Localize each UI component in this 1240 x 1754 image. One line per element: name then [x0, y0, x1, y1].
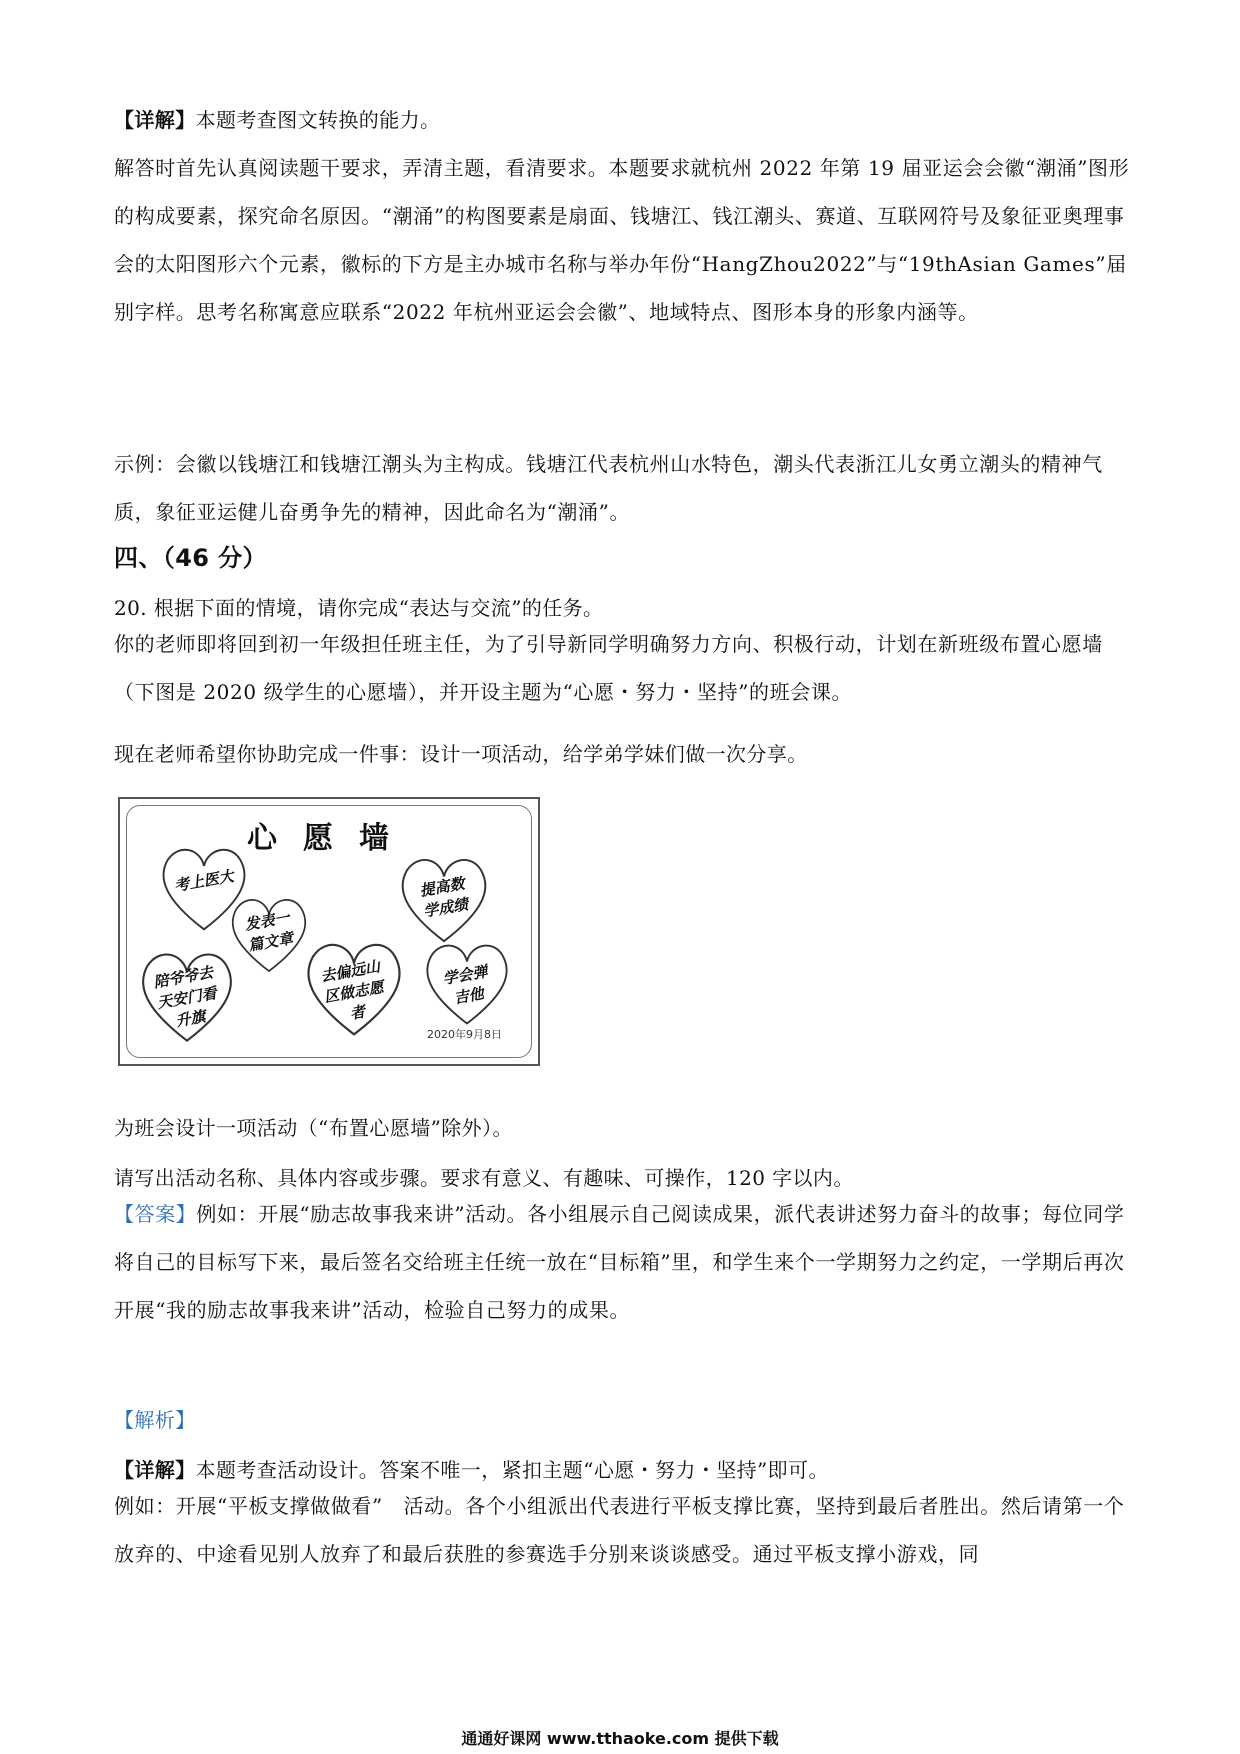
heart-text: 学会弹吉他 [441, 962, 489, 1008]
task-requirement: 请写出活动名称、具体内容或步骤。要求有意义、有趣味、可操作，120 字以内。 [114, 1166, 854, 1190]
detail-label: 【详解】 [114, 108, 196, 132]
question-20-context: 你的老师即将回到初一年级担任班主任，为了引导新同学明确努力方向、积极行动，计划在新班级布置心愿墙（下图是 2020 级学生的心愿墙），并开设主题为“心愿・努力・坚持”的班会课。 [114, 632, 1103, 704]
question-20-task-intro: 现在老师希望你协助完成一件事：设计一项活动，给学弟学妹们做一次分享。 [114, 742, 808, 766]
heart-text: 陪爷爷去天安门看升旗 [152, 963, 219, 1031]
detail-text: 本题考查图文转换的能力。 [195, 108, 441, 132]
answer-label: 【答案】 [114, 1202, 197, 1226]
analysis-label: 【解析】 [114, 1408, 196, 1432]
answer-paragraph [114, 1190, 1130, 1334]
wish-heart [298, 935, 410, 1043]
section-heading: 四、（46 分） [114, 544, 267, 572]
wish-wall-title: 心愿墙 [247, 821, 415, 856]
page-footer: 通通好课网 www.tthaoke.com 提供下载 [461, 1729, 779, 1748]
heart-text: 发表一篇文章 [243, 908, 295, 955]
explanation-paragraph: 解答时首先认真阅读题干要求，弄清主题，看清要求。本题要求就杭州 2022 年第 19 届亚运会会徽“潮涌”图形的构成要素，探究命名原因。“潮涌”的构图要素是扇面、钱塘江、钱江潮头、赛道、互联网符号及象征亚奥理事会的太阳图形六个元素，徽标的下方是主办城市名称与举办年份“HangZhou2022”与“19thAsian Games”届别字样。思考名称寓意应联系“2022 年杭州亚运会会徽”、地域特点、图形本身的形象内涵等。 [114, 156, 1130, 324]
task-instruction: 为班会设计一项活动（“布置心愿墙”除外）。 [114, 1116, 513, 1140]
example-paragraph: 示例：会徽以钱塘江和钱塘江潮头为主构成。钱塘江代表杭州山水特色，潮头代表浙江儿女勇立潮头的精神气质，象征亚运健儿奋勇争先的精神，因此命名为“潮涌”。 [114, 452, 1103, 524]
analysis-example-paragraph: 例如：开展“平板支撑做做看” 活动。各个小组派出代表进行平板支撑比赛，坚持到最后者胜出。然后请第一个放弃的、中途看见别人放弃了和最后获胜的参赛选手分别来谈谈感受。通过平板支撑小游戏，同 [114, 1494, 1125, 1566]
wish-wall-image [118, 797, 540, 1066]
heart-text: 去偏远山区做志愿者 [319, 957, 386, 1023]
analysis-detail-text: 本题考查活动设计。答案不唯一，紧扣主题“心愿・努力・坚持”即可。 [195, 1458, 829, 1482]
wish-heart [132, 945, 242, 1049]
wish-heart [420, 937, 514, 1031]
heart-text: 提高数学成绩 [418, 874, 470, 921]
wish-wall-date: 2020年9月8日 [427, 1028, 502, 1041]
question-20-prompt: 20. 根据下面的情境，请你完成“表达与交流”的任务。 [114, 596, 604, 620]
answer-text: 例如：开展“励志故事我来讲”活动。各小组展示自己阅读成果，派代表讲述努力奋斗的故事；每位同学将自己的目标写下来，最后签名交给班主任统一放在“目标箱”里，和学生来个一学期努力之约定，一学期后再次开展“我的励志故事我来讲”活动，检验自己努力的成果。 [114, 1202, 1125, 1322]
detail-line [114, 108, 1126, 132]
heart-text: 考上医大 [172, 866, 236, 896]
analysis-detail-line [114, 1458, 1126, 1482]
analysis-detail-label: 【详解】 [114, 1458, 196, 1482]
